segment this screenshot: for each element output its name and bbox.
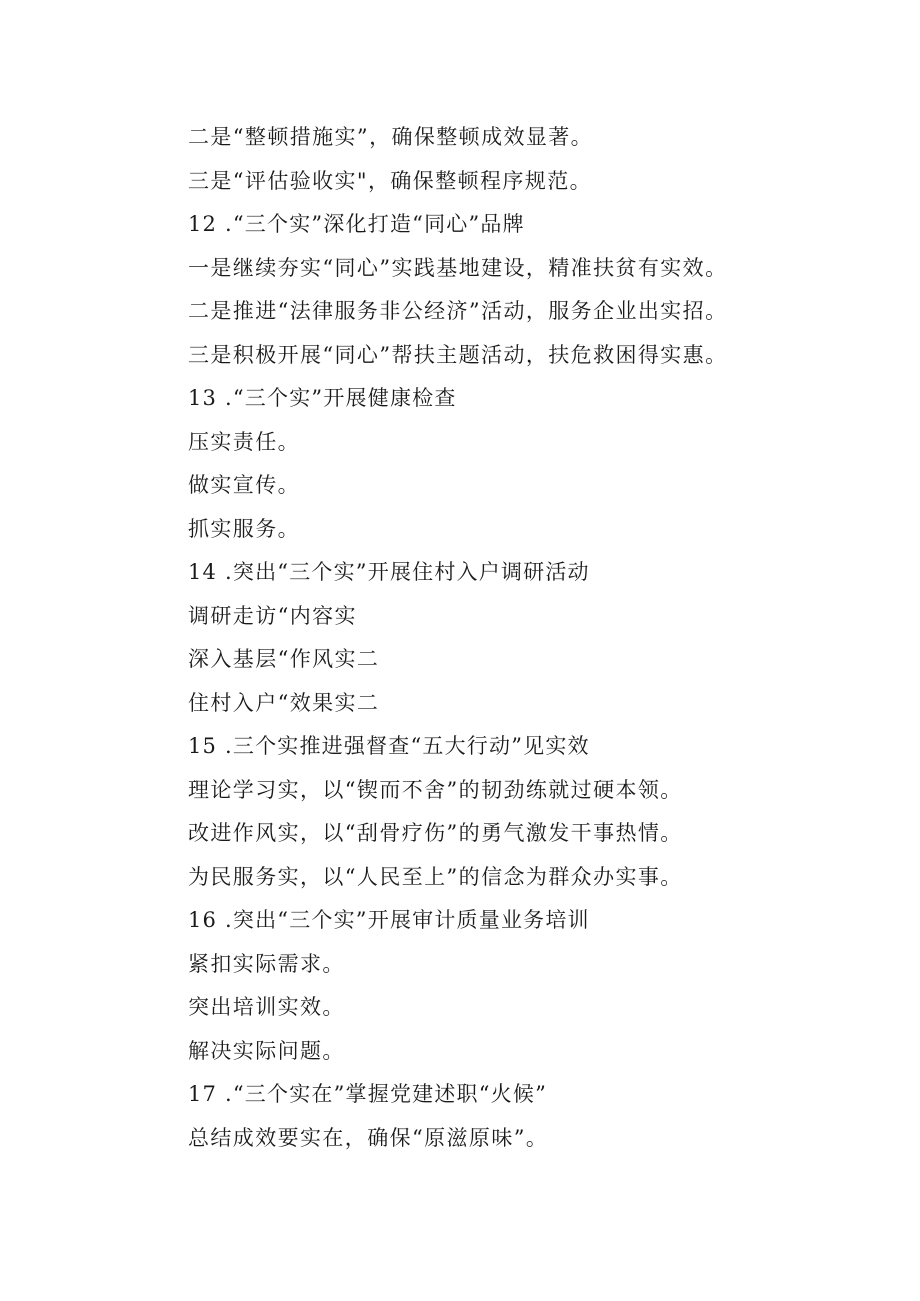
document-body (188, 116, 868, 1160)
section-heading: 13 .“三个实”开展健康检查 (188, 386, 457, 410)
text-line: 深入基层“作风实二 (188, 647, 380, 671)
text-line: 突出培训实效。 (188, 995, 345, 1019)
text-line: 改进作风实，以“刮骨疗伤”的勇气激发干事热情。 (188, 821, 683, 845)
section-heading: 16 .突出“三个实”开展审计质量业务培训 (188, 908, 590, 932)
text-line: 一是继续夯实“同心”实践基地建设，精准扶贫有实效。 (188, 255, 728, 280)
text-line: 压实责任。 (188, 429, 300, 454)
text-line: 解决实际问题。 (188, 1038, 345, 1063)
text-line: 紧扣实际需求。 (188, 951, 345, 976)
text-line: 总结成效要实在，确保“原滋原味”。 (188, 1125, 549, 1150)
text-line: 三是积极开展“同心”帮扶主题活动，扶危救困得实惠。 (188, 342, 728, 367)
section-heading: 12 .“三个实”深化打造“同心”品牌 (188, 212, 525, 236)
text-line: 为民服务实，以“人民至上”的信念为群众办实事。 (188, 864, 683, 889)
text-line: 调研走访“内容实 (188, 603, 357, 628)
text-line: 二是“整顿措施实”，确保整顿成效显著。 (188, 125, 594, 149)
section-heading: 14 .突出“三个实”开展住村入户调研活动 (188, 560, 590, 584)
text-line: 二是推进“法律服务非公经济”活动，服务企业出实招。 (188, 299, 728, 323)
text-line: 抓实服务。 (188, 516, 300, 541)
text-line: 三是“评估验收实"，确保整顿程序规范。 (188, 168, 592, 193)
text-line: 做实宣传。 (188, 473, 300, 497)
section-heading: 15 .三个实推进强督查“五大行动”见实效 (188, 734, 590, 758)
text-line: 理论学习实，以“锲而不舍”的韧劲练就过硬本领。 (188, 777, 683, 802)
section-heading: 17 .“三个实在”掌握党建述职“火候” (188, 1082, 548, 1106)
text-line: 住村入户“效果实二 (188, 690, 380, 715)
